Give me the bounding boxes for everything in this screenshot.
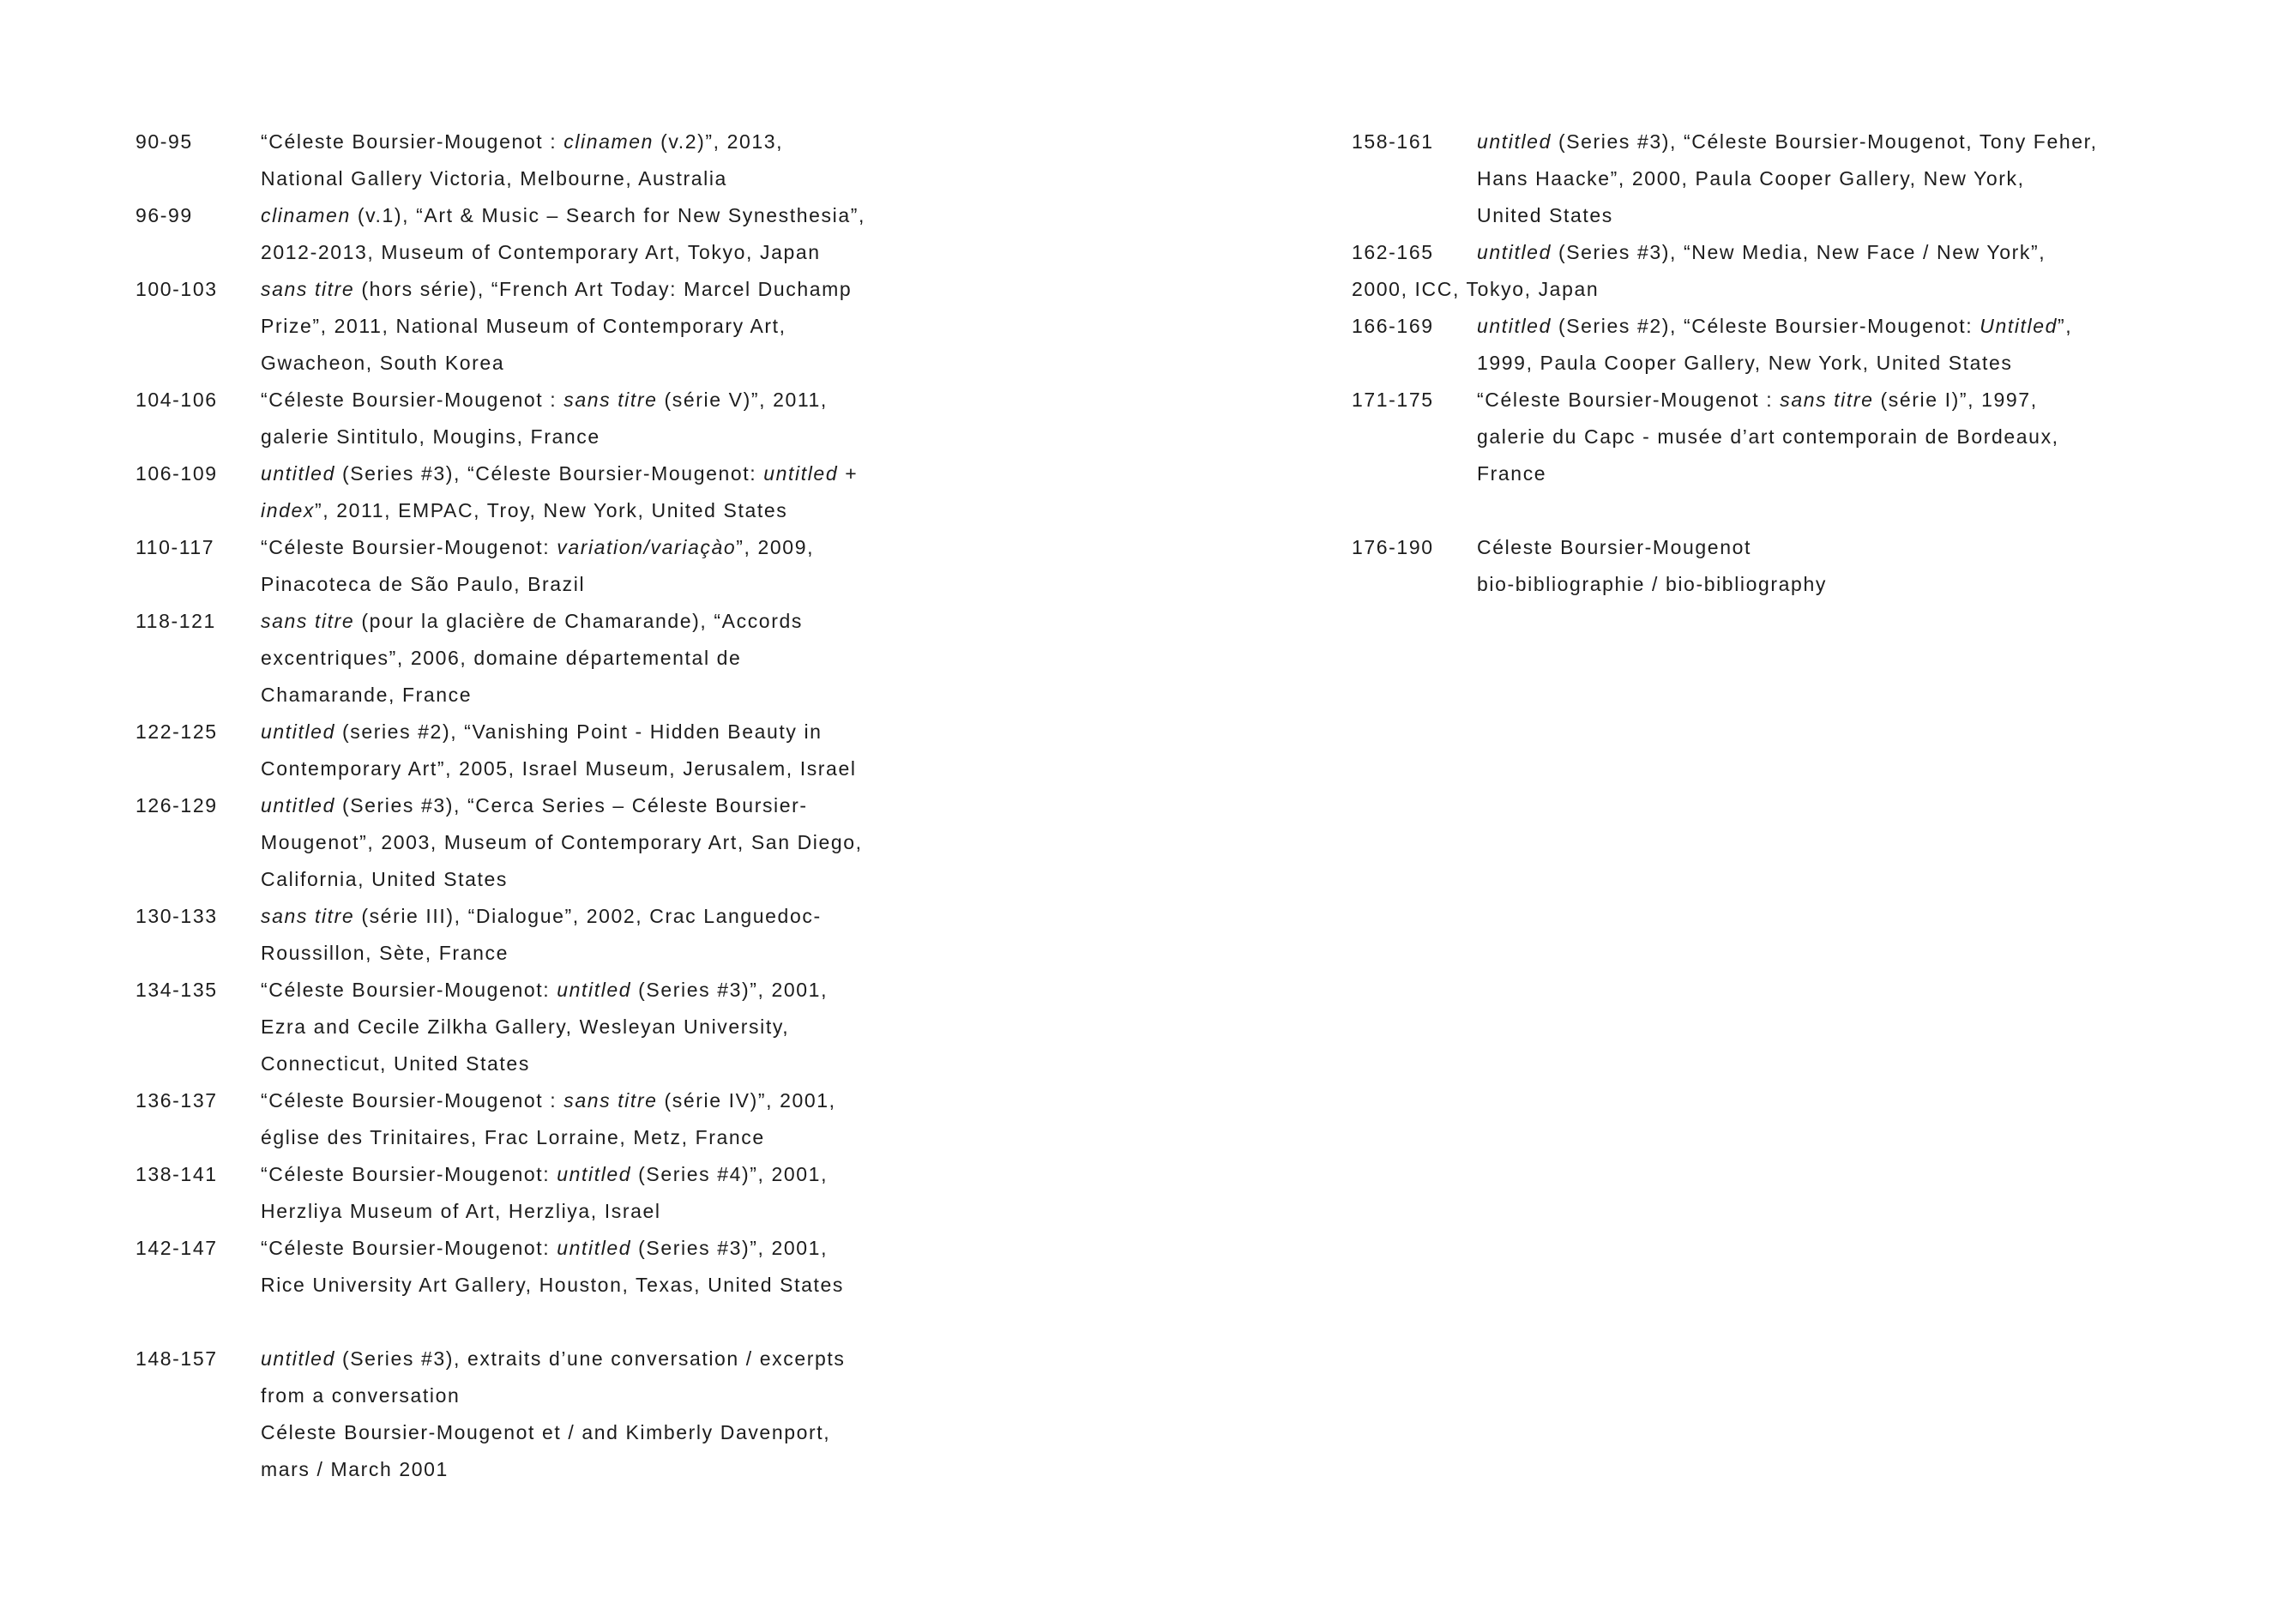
entry-line [261,197,1122,234]
entry-line [261,1193,1122,1230]
toc-entry [1352,529,2244,603]
entry-text: église des Trinitaires, Frac Lorraine, Metz, France [261,1126,765,1148]
entry-text: Herzliya Museum of Art, Herzliya, Israel [261,1200,661,1222]
entry-lines [261,382,1122,455]
entry-line [1477,124,2244,160]
entry-lines [1477,382,2244,492]
entry-text: Roussillon, Sète, France [261,942,509,964]
entry-line [261,1046,1122,1082]
entry-text: mars / March 2001 [261,1458,449,1480]
entry-line [261,677,1122,714]
entry-text-italic: sans titre [261,278,355,300]
entry-text: (Series #3), “Céleste Boursier-Mougenot, Tony Feher, [1551,130,2098,153]
entry-lines [261,603,1122,714]
entry-text: 1999, Paula Cooper Gallery, New York, United States [1477,352,2013,374]
entry-line [261,750,1122,787]
entry-line [1477,455,2244,492]
toc-entry [136,714,1122,787]
entry-text: (Series #3), “New Media, New Face / New York”, [1551,241,2046,263]
toc-entry [136,1230,1122,1304]
entry-text: Céleste Boursier-Mougenot et / and Kimberly Davenport, [261,1421,831,1443]
entry-lines [261,898,1122,972]
toc-entry [136,455,1122,529]
entry-line [261,308,1122,345]
entry-line [1477,234,2244,271]
entry-page-range: 142-147 [136,1237,218,1259]
entry-page-range: 126-129 [136,794,218,817]
entry-line [261,1082,1122,1119]
entry-text-italic: untitled [557,979,632,1001]
entry-page-range: 122-125 [136,720,218,743]
entry-page-range: 136-137 [136,1089,218,1112]
entry-text: “Céleste Boursier-Mougenot : [1477,389,1781,411]
entry-text: “Céleste Boursier-Mougenot: [261,1237,557,1259]
entry-text-italic: sans titre [563,389,658,411]
entry-text-italic: index [261,499,315,521]
entry-text: (Series #3), “Céleste Boursier-Mougenot: [334,462,764,485]
entry-lines [1477,529,2244,603]
toc-entry [136,787,1122,898]
entry-line [1477,529,2244,566]
entry-text: Connecticut, United States [261,1052,530,1075]
entry-text: 2012-2013, Museum of Contemporary Art, Tokyo, Japan [261,241,821,263]
entry-lines [261,124,1122,197]
entry-line [261,124,1122,160]
entry-text: bio-bibliographie / bio-bibliography [1477,573,1827,595]
entry-lines [261,529,1122,603]
entry-line [261,1156,1122,1193]
entry-page-range: 134-135 [136,979,218,1001]
entry-page-range: 148-157 [136,1347,218,1370]
entry-text-italic: sans titre [261,905,355,927]
entry-text: France [1477,462,1547,485]
entry-text: (Series #3), “Cerca Series – Céleste Boursier- [334,794,808,817]
entry-line [261,492,1122,529]
entry-text: (v.1), “Art & Music – Search for New Synesthesia”, [350,204,865,226]
entry-page-range: 118-121 [136,610,216,632]
entry-lines [261,1156,1122,1230]
entry-lines [261,197,1122,271]
entry-text-italic: untitled [1477,130,1552,153]
entry-text: Mougenot”, 2003, Museum of Contemporary Art, San Diego, [261,831,863,853]
entry-text: + [838,462,859,485]
entry-page-range: 96-99 [136,204,193,226]
entry-lines [261,455,1122,529]
entry-text: Chamarande, France [261,684,473,706]
entry-lines [261,787,1122,898]
toc-entry [136,1082,1122,1156]
entry-text: National Gallery Victoria, Melbourne, Australia [261,167,727,190]
entry-line [1352,271,2244,308]
entry-line [261,935,1122,972]
entry-page-range: 104-106 [136,389,218,411]
entry-text: Ezra and Cecile Zilkha Gallery, Wesleyan University, [261,1015,790,1038]
entry-line [261,714,1122,750]
entry-line [261,972,1122,1009]
entry-text: (série III), “Dialogue”, 2002, Crac Languedoc- [354,905,822,927]
toc-entry [136,124,1122,197]
toc-entry [136,603,1122,714]
entry-text-italic: clinamen [261,204,351,226]
entry-line [261,861,1122,898]
entry-page-range: 158-161 [1352,130,1434,153]
entry-line [261,1414,1122,1451]
entry-text: Prize”, 2011, National Museum of Contemporary Art, [261,315,786,337]
entry-page-range: 176-190 [1352,536,1434,558]
entry-line [261,455,1122,492]
entry-line [261,1009,1122,1046]
entry-text-italic: sans titre [563,1089,658,1112]
entry-text-italic: sans titre [261,610,355,632]
entry-line [261,787,1122,824]
entry-text: (pour la glacière de Chamarande), “Accords [354,610,803,632]
entry-text: “Céleste Boursier-Mougenot: [261,979,557,1001]
entry-text: (Series #3)”, 2001, [631,1237,829,1259]
entry-lines [1477,308,2244,382]
entry-text-italic: untitled [557,1237,632,1259]
entry-text-italic: variation/variaçào [557,536,737,558]
entry-text: Hans Haacke”, 2000, Paula Cooper Gallery, New York, [1477,167,2025,190]
entry-page-range: 162-165 [1352,241,1434,263]
entry-text: (série IV)”, 2001, [657,1089,836,1112]
entry-text: “Céleste Boursier-Mougenot : [261,1089,564,1112]
entry-line [261,160,1122,197]
entry-text: galerie Sintitulo, Mougins, France [261,425,600,448]
entry-text-italic: untitled [261,720,335,743]
entry-text: (series #2), “Vanishing Point - Hidden Beauty in [334,720,823,743]
entry-lines [1477,124,2244,234]
entry-page-range: 110-117 [136,536,215,558]
entry-text: Céleste Boursier-Mougenot [1477,536,1751,558]
entry-line [1477,419,2244,455]
toc-entry [136,382,1122,455]
entry-text-italic: untitled [1477,315,1552,337]
entry-text: (série V)”, 2011, [657,389,828,411]
toc-column-left [136,124,1122,1488]
entry-text: (hors série), “French Art Today: Marcel Duchamp [354,278,853,300]
entry-page-range: 138-141 [136,1163,218,1185]
entry-line [261,529,1122,566]
entry-text: Rice University Art Gallery, Houston, Texas, United States [261,1274,844,1296]
entry-line [1477,160,2244,197]
entry-line [261,1230,1122,1267]
entry-text: (série I)”, 1997, [1873,389,2038,411]
entry-text: (Series #3), extraits d’une conversation / excerpts [334,1347,846,1370]
toc-entry [1352,124,2244,234]
entry-text: California, United States [261,868,509,890]
toc-entry [136,972,1122,1082]
entry-text: (v.2)”, 2013, [654,130,784,153]
entry-line [261,419,1122,455]
entry-text-italic: untitled [557,1163,632,1185]
toc-entry [136,1341,1122,1488]
entry-page-range: 130-133 [136,905,218,927]
entry-text-italic: Untitled [1980,315,2058,337]
entry-line [1477,308,2244,345]
entry-line [261,1119,1122,1156]
entry-text: “Céleste Boursier-Mougenot : [261,130,564,153]
entry-text: Contemporary Art”, 2005, Israel Museum, Jerusalem, Israel [261,757,857,780]
entry-text-italic: untitled [261,1347,335,1370]
entry-text: ”, 2011, EMPAC, Troy, New York, United States [314,499,788,521]
entry-text: ”, 2009, [736,536,815,558]
entry-text: “Céleste Boursier-Mougenot: [261,536,557,558]
entry-lines [261,972,1122,1082]
entry-text: “Céleste Boursier-Mougenot : [261,389,564,411]
toc-column-right [1352,124,2244,603]
entry-line [261,1341,1122,1377]
entry-line [261,1451,1122,1488]
entry-line [1477,566,2244,603]
entry-lines [261,271,1122,382]
entry-line [261,345,1122,382]
entry-text-italic: untitled [261,462,335,485]
entry-line [261,1377,1122,1414]
entry-lines [261,1082,1122,1156]
entry-page-range: 106-109 [136,462,218,485]
toc-entry [136,529,1122,603]
entry-text: Gwacheon, South Korea [261,352,505,374]
entry-line [261,640,1122,677]
toc-entry [1352,308,2244,382]
entry-line [261,824,1122,861]
entry-text-italic: sans titre [1780,389,1874,411]
entry-text-italic: untitled [1477,241,1552,263]
entry-line [1477,382,2244,419]
entry-text: galerie du Capc - musée d’art contemporain de Bordeaux, [1477,425,2059,448]
entry-text: (Series #4)”, 2001, [631,1163,829,1185]
entry-text: excentriques”, 2006, domaine départemental de [261,647,742,669]
entry-line [261,1267,1122,1304]
entry-line [261,271,1122,308]
toc-entry [1352,234,2244,308]
entry-line [261,603,1122,640]
entry-line [261,898,1122,935]
toc-entry [136,1156,1122,1230]
entry-lines [261,1341,1122,1488]
entry-text: (Series #3)”, 2001, [631,979,829,1001]
toc-entry [136,271,1122,382]
entry-lines [261,714,1122,787]
entry-page-range: 171-175 [1352,389,1434,411]
toc-entry [136,197,1122,271]
entry-page-range: 90-95 [136,130,193,153]
entry-line [261,566,1122,603]
entry-line [1477,197,2244,234]
entry-page-range: 100-103 [136,278,218,300]
entry-text: (Series #2), “Céleste Boursier-Mougenot: [1551,315,1980,337]
entry-line [261,382,1122,419]
entry-line [261,234,1122,271]
entry-lines [261,1230,1122,1304]
entry-text-italic: untitled [763,462,839,485]
entry-text: “Céleste Boursier-Mougenot: [261,1163,557,1185]
entry-text-italic: untitled [261,794,335,817]
toc-entry [136,898,1122,972]
entry-text: ”, [2058,315,2073,337]
entry-line [1477,345,2244,382]
toc-entry [1352,382,2244,492]
entry-text-italic: clinamen [563,130,654,153]
entry-page-range: 166-169 [1352,315,1434,337]
entry-text: United States [1477,204,1613,226]
entry-text: Pinacoteca de São Paulo, Brazil [261,573,586,595]
entry-text: 2000, ICC, Tokyo, Japan [1352,278,1600,300]
entry-text: from a conversation [261,1384,461,1407]
